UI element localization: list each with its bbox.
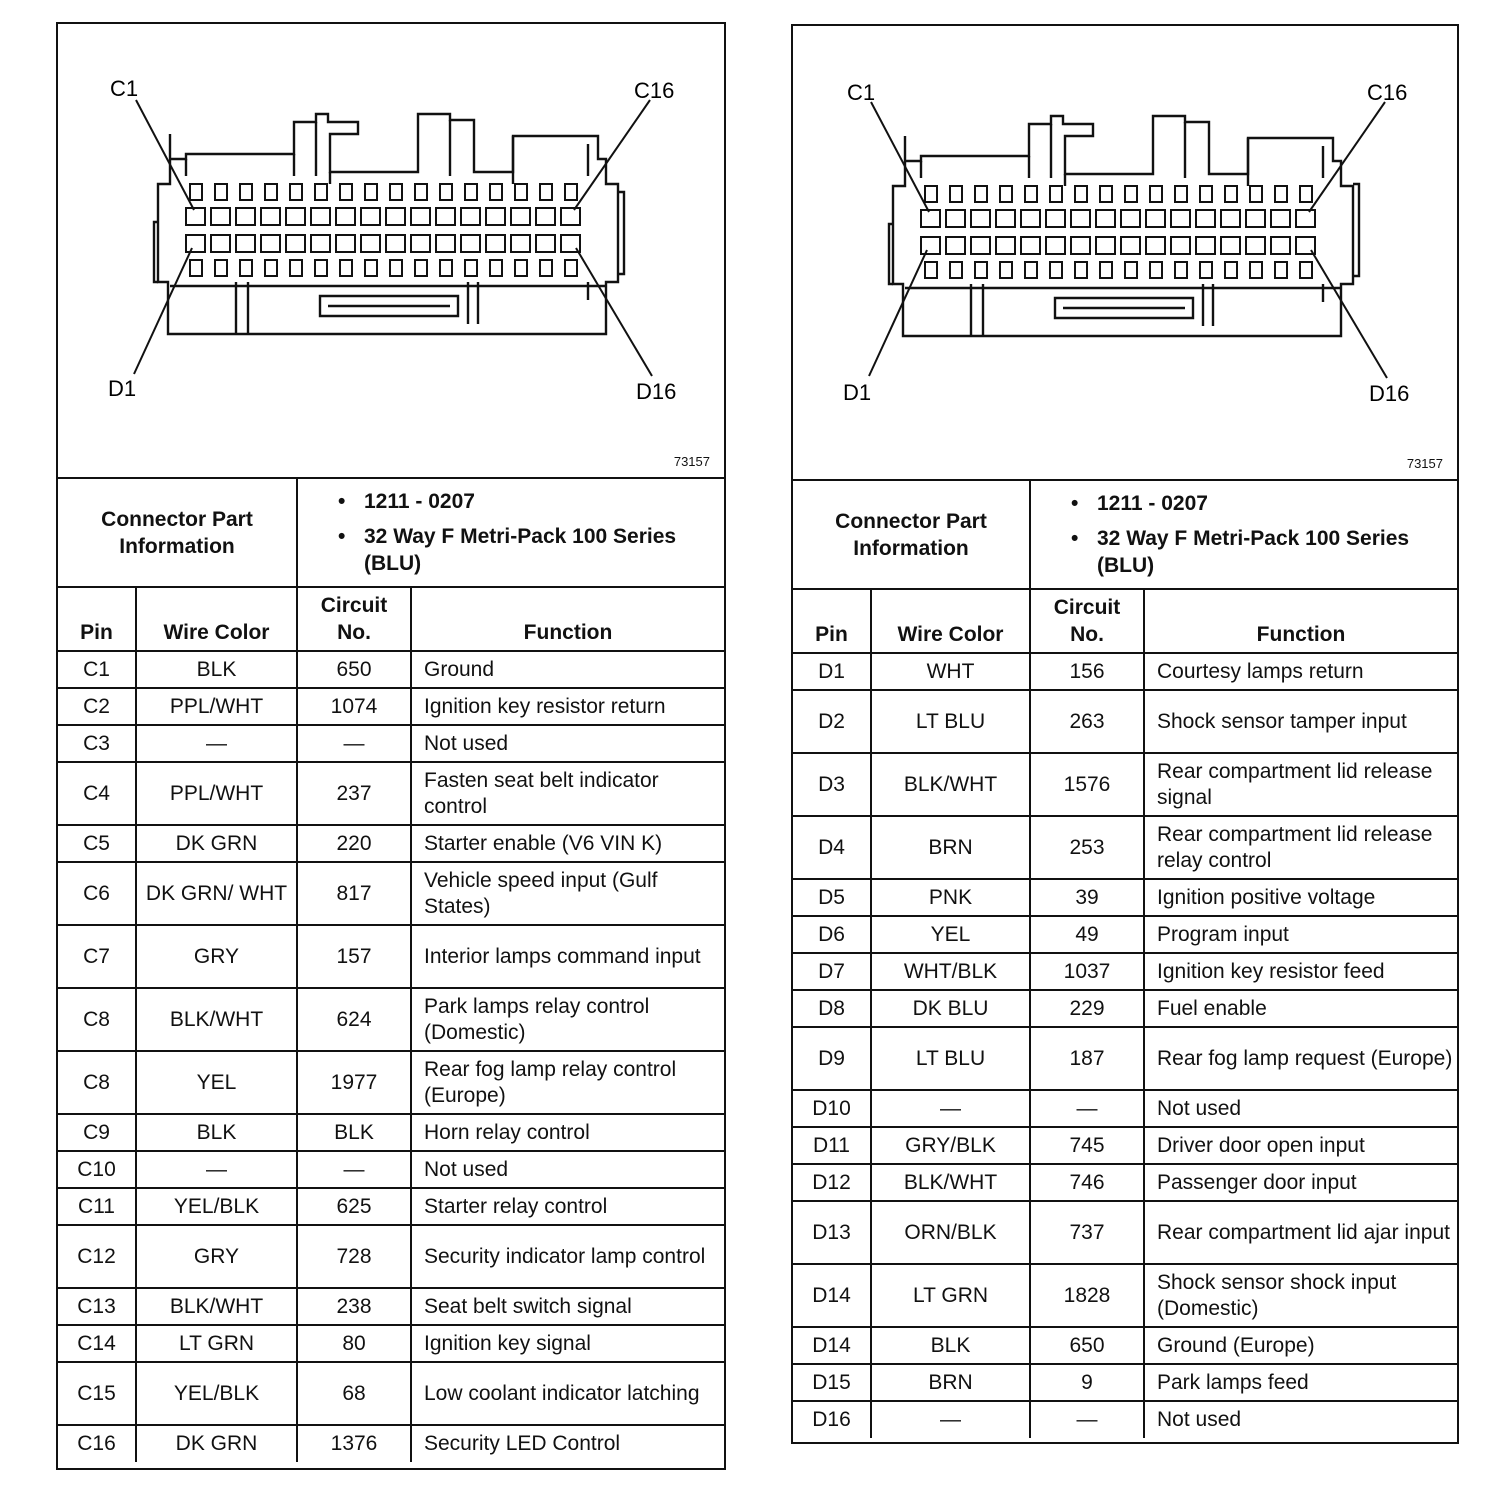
circuit-cell: 650 — [297, 651, 411, 688]
pin-cell: C16 — [58, 1425, 136, 1462]
circuit-cell: BLK — [297, 1114, 411, 1151]
function-cell: Ignition key resistor return — [411, 688, 724, 725]
function-cell: Park lamps relay control (Domestic) — [411, 988, 724, 1051]
circuit-cell: 746 — [1030, 1164, 1144, 1201]
callout-c1: C1 — [110, 76, 139, 101]
function-cell: Ignition positive voltage — [1144, 879, 1457, 916]
function-cell: Rear fog lamp request (Europe) — [1144, 1027, 1457, 1090]
pin-cell: D6 — [793, 916, 871, 953]
function-cell: Fuel enable — [1144, 990, 1457, 1027]
table-row — [58, 1362, 724, 1425]
header-function: Function — [411, 587, 724, 651]
wire-color-cell: LT BLU — [871, 690, 1030, 753]
function-cell: Courtesy lamps return — [1144, 653, 1457, 690]
table-row — [58, 825, 724, 862]
pin-cell: D12 — [793, 1164, 871, 1201]
wire-color-cell: BLK/WHT — [871, 753, 1030, 816]
pin-cell: C15 — [58, 1362, 136, 1425]
circuit-cell: 39 — [1030, 879, 1144, 916]
connector-diagram — [793, 26, 1457, 481]
table-row — [793, 1127, 1457, 1164]
pin-cell: D1 — [793, 653, 871, 690]
table-row — [793, 990, 1457, 1027]
wire-color-cell: GRY — [136, 1225, 297, 1288]
table-row — [793, 753, 1457, 816]
circuit-cell: 187 — [1030, 1027, 1144, 1090]
circuit-cell: — — [1030, 1401, 1144, 1438]
callout-d16: D16 — [1369, 381, 1410, 406]
circuit-cell: 1074 — [297, 688, 411, 725]
wire-color-cell: YEL/BLK — [136, 1188, 297, 1225]
table-row — [793, 1401, 1457, 1438]
wire-color-cell: BLK — [871, 1327, 1030, 1364]
pin-cell: C13 — [58, 1288, 136, 1325]
circuit-cell: 157 — [297, 925, 411, 988]
pin-cell: C11 — [58, 1188, 136, 1225]
connector-face-drawing — [58, 24, 724, 477]
circuit-cell: 1376 — [297, 1425, 411, 1462]
pin-table — [793, 589, 1457, 1438]
pin-row-d-bottom — [190, 260, 577, 276]
pin-cell: C7 — [58, 925, 136, 988]
function-cell: Security LED Control — [424, 1432, 621, 1455]
function-cell: Not used — [1144, 1090, 1457, 1127]
part-number: • 1211 - 0207 — [1071, 490, 1457, 517]
table-row — [793, 1264, 1457, 1327]
function-cell: Ignition key resistor feed — [1144, 953, 1457, 990]
table-row — [793, 1164, 1457, 1201]
circuit-cell: 80 — [297, 1325, 411, 1362]
pin-cell: C2 — [58, 688, 136, 725]
wire-color-cell: YEL — [136, 1051, 297, 1114]
wire-color-cell: BLK/WHT — [136, 1288, 297, 1325]
wire-color-cell: LT GRN — [136, 1325, 297, 1362]
pin-cell: C8 — [58, 1051, 136, 1114]
pin-cell: D14 — [793, 1327, 871, 1364]
wire-color-cell: DK GRN — [136, 825, 297, 862]
circuit-cell: — — [297, 1151, 411, 1188]
pin-cell: D5 — [793, 879, 871, 916]
pin-cell: C10 — [58, 1151, 136, 1188]
wire-color-cell: ORN/BLK — [871, 1201, 1030, 1264]
pin-cell: D16 — [793, 1401, 871, 1438]
circuit-cell: 49 — [1030, 916, 1144, 953]
function-cell: Driver door open input — [1144, 1127, 1457, 1164]
table-row — [58, 725, 724, 762]
circuit-cell: 253 — [1030, 816, 1144, 879]
circuit-cell: 1576 — [1030, 753, 1144, 816]
wire-color-cell: BLK — [136, 1114, 297, 1151]
right-connector-panel — [791, 24, 1459, 1444]
circuit-cell: 9 — [1030, 1364, 1144, 1401]
wire-color-cell: LT GRN — [871, 1264, 1030, 1327]
wire-color-cell: — — [136, 1151, 297, 1188]
table-row — [58, 862, 724, 925]
wire-color-cell: GRY/BLK — [871, 1127, 1030, 1164]
table-row — [58, 925, 724, 988]
wire-color-cell: — — [136, 725, 297, 762]
wire-color-cell: YEL/BLK — [136, 1362, 297, 1425]
table-row — [58, 1188, 724, 1225]
wire-color-cell: DK GRN — [136, 1425, 297, 1462]
table-row — [58, 1325, 724, 1362]
table-row — [58, 1051, 724, 1114]
pin-cell: D10 — [793, 1090, 871, 1127]
callout-d1: D1 — [843, 380, 872, 405]
function-cell: Not used — [411, 725, 724, 762]
circuit-cell: 624 — [297, 988, 411, 1051]
table-row — [58, 1288, 724, 1325]
pin-row-d — [921, 237, 1315, 254]
function-cell: Not used — [1157, 1408, 1242, 1431]
circuit-cell: 1977 — [297, 1051, 411, 1114]
wire-color-cell: BRN — [871, 816, 1030, 879]
function-cell: Horn relay control — [411, 1114, 724, 1151]
circuit-cell: 745 — [1030, 1127, 1144, 1164]
pin-row-d — [186, 235, 580, 252]
pin-table — [58, 587, 724, 1462]
circuit-cell: 650 — [1030, 1327, 1144, 1364]
header-wire-color: Wire Color — [871, 589, 1030, 653]
wire-color-cell: WHT — [871, 653, 1030, 690]
pin-cell: C5 — [58, 825, 136, 862]
connector-info-table — [58, 479, 724, 588]
circuit-cell: 68 — [297, 1362, 411, 1425]
wire-color-cell: — — [871, 1090, 1030, 1127]
function-cell: Program input — [1144, 916, 1457, 953]
circuit-cell: 238 — [297, 1288, 411, 1325]
wire-color-cell: DK BLU — [871, 990, 1030, 1027]
part-number: • 1211 - 0207 — [338, 488, 724, 515]
wire-color-cell: BLK — [136, 651, 297, 688]
table-row — [793, 1027, 1457, 1090]
circuit-cell: 737 — [1030, 1201, 1144, 1264]
header-pin: Pin — [793, 589, 871, 653]
pin-cell: C6 — [58, 862, 136, 925]
pin-row-d-bottom — [925, 262, 1312, 278]
wire-color-cell: YEL — [871, 916, 1030, 953]
table-row — [793, 953, 1457, 990]
wire-color-cell: PPL/WHT — [136, 688, 297, 725]
callout-c16: C16 — [634, 78, 675, 103]
table-row — [58, 1114, 724, 1151]
function-cell: Security indicator lamp control — [411, 1225, 724, 1288]
wire-color-cell: WHT/BLK — [871, 953, 1030, 990]
function-cell: Rear compartment lid release signal — [1144, 753, 1457, 816]
circuit-cell: — — [1030, 1090, 1144, 1127]
function-cell: Passenger door input — [1144, 1164, 1457, 1201]
function-cell: Shock sensor shock input (Domestic) — [1144, 1264, 1457, 1327]
circuit-cell: 263 — [1030, 690, 1144, 753]
circuit-cell: 625 — [297, 1188, 411, 1225]
table-row — [793, 916, 1457, 953]
pin-cell: D4 — [793, 816, 871, 879]
circuit-cell: 156 — [1030, 653, 1144, 690]
wire-color-cell: BLK/WHT — [136, 988, 297, 1051]
connector-info-table — [793, 481, 1457, 590]
circuit-cell: 220 — [297, 825, 411, 862]
pin-row-c — [921, 210, 1315, 227]
function-cell: Ground — [411, 651, 724, 688]
pin-cell: D14 — [793, 1264, 871, 1327]
callout-d1: D1 — [108, 376, 137, 401]
pin-cell: C12 — [58, 1225, 136, 1288]
function-cell: Low coolant indicator latching — [411, 1362, 724, 1425]
function-cell: Interior lamps command input — [411, 925, 724, 988]
connector-info-label: Connector Part Information — [58, 479, 297, 587]
function-cell: Not used — [411, 1151, 724, 1188]
circuit-cell: 229 — [1030, 990, 1144, 1027]
circuit-cell: 237 — [297, 762, 411, 825]
function-cell: Shock sensor tamper input — [1144, 690, 1457, 753]
callout-c16: C16 — [1367, 80, 1408, 105]
function-cell: Starter relay control — [411, 1188, 724, 1225]
circuit-cell: 1828 — [1030, 1264, 1144, 1327]
pin-cell: C1 — [58, 651, 136, 688]
function-cell: Fasten seat belt indicator control — [411, 762, 724, 825]
wire-color-cell: PNK — [871, 879, 1030, 916]
pin-cell: D3 — [793, 753, 871, 816]
function-cell: Ignition key signal — [411, 1325, 724, 1362]
function-cell: Seat belt switch signal — [411, 1288, 724, 1325]
table-row — [793, 690, 1457, 753]
table-row — [793, 1090, 1457, 1127]
wire-color-cell: DK GRN/ WHT — [136, 862, 297, 925]
connector-type: • 32 Way F Metri-Pack 100 Series (BLU) — [338, 523, 724, 577]
pin-cell: C9 — [58, 1114, 136, 1151]
connector-face-drawing — [793, 26, 1457, 479]
function-cell: Park lamps feed — [1144, 1364, 1457, 1401]
wire-color-cell: LT BLU — [871, 1027, 1030, 1090]
table-row — [58, 688, 724, 725]
header-function: Function — [1144, 589, 1457, 653]
function-cell: Vehicle speed input (Gulf States) — [411, 862, 724, 925]
table-row — [58, 651, 724, 688]
circuit-cell: 728 — [297, 1225, 411, 1288]
table-row — [793, 816, 1457, 879]
wire-color-cell: BRN — [871, 1364, 1030, 1401]
figure-id: 73157 — [1406, 456, 1443, 471]
header-circuit: Circuit No. — [1030, 589, 1144, 653]
circuit-cell: — — [297, 725, 411, 762]
header-circuit: Circuit No. — [297, 587, 411, 651]
table-row — [58, 988, 724, 1051]
wire-color-cell: BLK/WHT — [871, 1164, 1030, 1201]
header-wire-color: Wire Color — [136, 587, 297, 651]
wire-color-cell: — — [871, 1401, 1030, 1438]
table-row — [793, 1327, 1457, 1364]
pin-cell: D2 — [793, 690, 871, 753]
callout-d16: D16 — [636, 379, 677, 404]
circuit-cell: 1037 — [1030, 953, 1144, 990]
table-row — [58, 1425, 724, 1462]
table-row — [793, 879, 1457, 916]
table-row — [793, 1364, 1457, 1401]
pin-row-c-top — [190, 184, 577, 200]
callout-c1: C1 — [847, 80, 876, 105]
function-cell: Rear compartment lid ajar input — [1144, 1201, 1457, 1264]
function-cell: Rear compartment lid release relay control — [1144, 816, 1457, 879]
header-pin: Pin — [58, 587, 136, 651]
function-cell: Starter enable (V6 VIN K) — [411, 825, 724, 862]
circuit-cell: 817 — [297, 862, 411, 925]
pin-cell: C3 — [58, 725, 136, 762]
left-connector-panel — [56, 22, 726, 1470]
pin-cell: D13 — [793, 1201, 871, 1264]
pin-cell: D8 — [793, 990, 871, 1027]
pin-row-c — [186, 208, 580, 225]
connector-diagram — [58, 24, 724, 479]
pin-cell: D15 — [793, 1364, 871, 1401]
table-row — [58, 1151, 724, 1188]
table-row — [58, 762, 724, 825]
table-row — [793, 653, 1457, 690]
function-cell: Rear fog lamp relay control (Europe) — [411, 1051, 724, 1114]
wire-color-cell: PPL/WHT — [136, 762, 297, 825]
pin-cell: D11 — [793, 1127, 871, 1164]
pin-cell: C4 — [58, 762, 136, 825]
pin-cell: C8 — [58, 988, 136, 1051]
pin-row-c-top — [925, 186, 1312, 202]
function-cell: Ground (Europe) — [1144, 1327, 1457, 1364]
figure-id: 73157 — [673, 454, 710, 469]
pin-cell: D7 — [793, 953, 871, 990]
table-row — [58, 1225, 724, 1288]
pin-cell: C14 — [58, 1325, 136, 1362]
wire-color-cell: GRY — [136, 925, 297, 988]
table-row — [793, 1201, 1457, 1264]
pin-cell: D9 — [793, 1027, 871, 1090]
connector-info-label: Connector Part Information — [793, 481, 1030, 589]
connector-type: • 32 Way F Metri-Pack 100 Series (BLU) — [1071, 525, 1457, 579]
